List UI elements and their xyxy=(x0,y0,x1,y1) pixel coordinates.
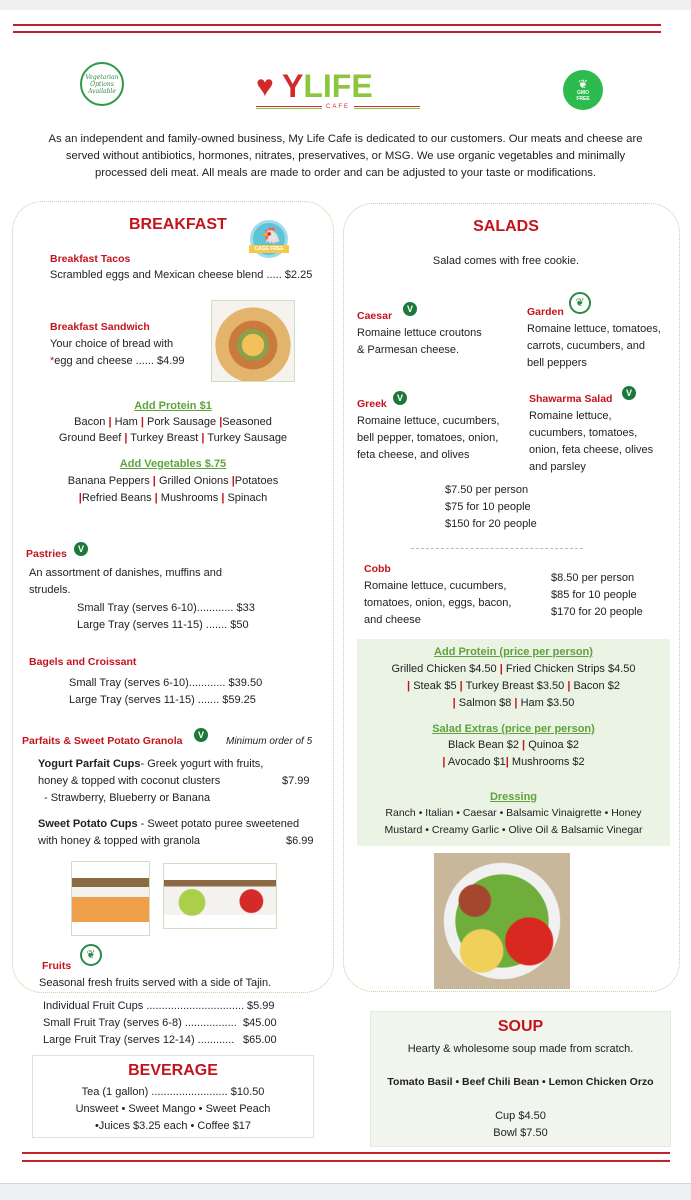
beverage-title: BEVERAGE xyxy=(128,1062,218,1079)
dressing-line-2: Mustard • Creamy Garlic • Olive Oil & Balsamic Vinegar xyxy=(384,824,643,836)
protein-ground-beef: Ground Beef xyxy=(58,432,122,444)
breakfast-sandwich-desc-1: Your choice of bread with xyxy=(50,338,174,350)
shawarma-desc-2: cucumbers, tomatoes, xyxy=(529,427,638,439)
leaf-icon: ❦ xyxy=(577,77,589,91)
protein-bacon: Bacon xyxy=(74,416,106,428)
sweet-potato-desc-1: - Sweet potato puree sweetened xyxy=(137,818,300,830)
sweet-potato-line-1 xyxy=(38,816,299,833)
caesar-desc-1: Romaine lettuce croutons xyxy=(357,327,482,339)
protein-ham: Ham xyxy=(114,416,138,428)
bagels-small-tray: Small Tray (serves 6-10)............ $39.50 xyxy=(69,677,263,689)
cage-free-badge-icon xyxy=(250,220,288,258)
greek-desc-2: bell pepper, tomatoes, onion, xyxy=(357,432,499,444)
dressing-heading: Dressing xyxy=(489,791,538,803)
protein-salmon: Salmon $8 xyxy=(458,697,512,709)
logo-cafe-text: CAFE xyxy=(326,104,351,110)
cobb-price-per-person: $8.50 per person xyxy=(551,572,635,584)
salad-price-10-people: $75 for 10 people xyxy=(445,501,531,513)
bottom-rule-1 xyxy=(22,1152,670,1154)
extra-avocado: Avocado $1 xyxy=(447,756,506,768)
hen-icon: 🐔 xyxy=(261,228,281,245)
vegetarian-icon: V xyxy=(74,542,88,556)
logo-line-left xyxy=(256,106,322,109)
salad-extras-heading: Salad Extras (price per person) xyxy=(432,723,595,735)
protein-seasoned: Seasoned xyxy=(222,416,272,428)
add-protein-line-1: Bacon | Ham | Pork Sausage |Seasoned xyxy=(74,416,272,428)
veg-refried-beans: Refried Beans xyxy=(81,492,152,504)
vegetarian-options-badge-icon xyxy=(80,62,124,106)
salads-subtitle: Salad comes with free cookie. xyxy=(432,255,580,267)
veg-badge-line-1: Vegetarian xyxy=(85,73,119,81)
protein-pork-sausage: Pork Sausage xyxy=(147,416,217,428)
fruit-row-2-price: $45.00 xyxy=(243,1017,277,1029)
cage-free-ribbon: CAGE FREE xyxy=(249,245,289,253)
sweet-potato-name: Sweet Potato Cups xyxy=(38,818,138,830)
add-vegetables-line-2: |Refried Beans | Mushrooms | Spinach xyxy=(78,492,268,504)
extra-mushrooms: Mushrooms $2 xyxy=(511,756,585,768)
salad-add-protein-line-3: | Salmon $8 | Ham $3.50 xyxy=(452,697,575,709)
garden-desc-1: Romaine lettuce, tomatoes, xyxy=(527,323,661,335)
pastries-desc-1: An assortment of danishes, muffins and xyxy=(29,567,223,579)
caesar-desc-2: & Parmesan cheese. xyxy=(357,344,460,356)
garden-desc-3: bell peppers xyxy=(527,357,587,369)
salad-price-per-person: $7.50 per person xyxy=(445,484,529,496)
parfaits-minimum-note: Minimum order of 5 xyxy=(226,736,313,747)
gmo-text: GMO xyxy=(577,90,589,96)
shawarma-desc-3: onion, feta cheese, olives xyxy=(529,444,654,456)
veg-potatoes: Potatoes xyxy=(234,475,279,487)
soup-cup-price: Cup $4.50 xyxy=(495,1110,546,1122)
shawarma-desc-1: Romaine lettuce, xyxy=(529,410,612,422)
protein-steak: Steak $5 xyxy=(413,680,457,692)
salad-extras-line-1: Black Bean $2 | Quinoa $2 xyxy=(448,739,579,751)
add-protein-heading: Add Protein $1 xyxy=(134,400,212,412)
top-rule-2 xyxy=(13,31,661,33)
cobb-desc-3: and cheese xyxy=(364,614,421,626)
breakfast-sandwich-photo xyxy=(211,300,295,382)
salad-add-protein-line-1: Grilled Chicken $4.50 | Fried Chicken Strips $4.50 xyxy=(391,663,636,675)
apple-heart-icon: ♥ xyxy=(256,70,274,103)
bagels-large-tray: Large Tray (serves 11-15) ....... $59.25 xyxy=(69,694,256,706)
pastries-large-tray: Large Tray (serves 11-15) ....... $50 xyxy=(77,619,249,631)
vegetarian-icon: V xyxy=(194,728,208,742)
yogurt-parfait-desc-2: honey & topped with coconut clusters xyxy=(38,775,221,787)
soup-title: SOUP xyxy=(497,1018,544,1035)
top-rule-1 xyxy=(13,24,661,26)
veg-mushrooms: Mushrooms xyxy=(160,492,219,504)
caesar-title: Caesar xyxy=(357,310,393,322)
vegetarian-icon: V xyxy=(622,386,636,400)
cobb-title: Cobb xyxy=(364,563,391,575)
salad-add-protein-line-2: | Steak $5 | Turkey Breast $3.50 | Bacon $2 xyxy=(407,680,620,692)
my-life-cafe-logo xyxy=(256,68,420,116)
breakfast-tacos-desc: Scrambled eggs and Mexican cheese blend ..... $2.25 xyxy=(50,269,313,281)
cobb-price-20-people: $170 for 20 people xyxy=(551,606,643,618)
protein-turkey-breast: Turkey Breast xyxy=(130,432,199,444)
extra-quinoa: Quinoa $2 xyxy=(528,739,579,751)
yogurt-parfait-line-1 xyxy=(38,756,263,773)
asterisk: * xyxy=(50,355,55,367)
vegan-leaf-icon: ❦ xyxy=(80,944,102,966)
cobb-desc-2: tomatoes, onion, eggs, bacon, xyxy=(364,597,512,609)
protein-bacon: Bacon $2 xyxy=(573,680,620,692)
breakfast-tacos-title: Breakfast Tacos xyxy=(50,253,131,265)
yogurt-parfait-price: $7.99 xyxy=(282,775,310,787)
bottom-browser-strip xyxy=(0,1183,691,1200)
sweet-potato-cup-photo xyxy=(71,861,150,936)
greek-desc-1: Romaine lettuce, cucumbers, xyxy=(357,415,500,427)
logo-life: LIFE xyxy=(303,68,373,104)
fruits-title: Fruits xyxy=(42,960,72,972)
gmo-free-badge-icon xyxy=(563,70,603,110)
fruit-row-1-label: Individual Fruit Cups ................................ xyxy=(43,1000,245,1012)
parfaits-title: Parfaits & Sweet Potato Granola xyxy=(22,735,183,747)
cobb-price-10-people: $85 for 10 people xyxy=(551,589,637,601)
add-vegetables-heading: Add Vegetables $.75 xyxy=(119,458,227,470)
fruit-row-3-price: $65.00 xyxy=(243,1034,277,1046)
pastries-title: Pastries xyxy=(26,548,67,560)
fruits-desc: Seasonal fresh fruits served with a side of Tajin. xyxy=(39,977,272,989)
yogurt-parfait-name: Yogurt Parfait Cups xyxy=(38,758,141,770)
greek-title: Greek xyxy=(357,398,387,410)
vegetarian-icon: V xyxy=(403,302,417,316)
salad-extras-line-2: | Avocado $1| Mushrooms $2 xyxy=(442,756,585,768)
bottom-rule-2 xyxy=(22,1160,670,1162)
shawarma-desc-4: and parsley xyxy=(529,461,586,473)
protein-ham: Ham $3.50 xyxy=(520,697,575,709)
menu-page xyxy=(0,10,691,1183)
breakfast-sandwich-desc-2 xyxy=(50,353,185,370)
garden-desc-2: carrots, cucumbers, and xyxy=(527,340,645,352)
add-vegetables-line-1: Banana Peppers | Grilled Onions |Potatoes xyxy=(67,475,279,487)
bagels-title: Bagels and Croissant xyxy=(29,656,137,668)
free-text: FREE xyxy=(576,96,590,102)
soup-subtitle: Hearty & wholesome soup made from scratch. xyxy=(407,1043,634,1055)
veg-badge-line-2: Options xyxy=(90,80,114,88)
fruit-row-1-price: $5.99 xyxy=(247,1000,275,1012)
top-browser-strip xyxy=(0,0,691,10)
sweet-potato-price: $6.99 xyxy=(286,835,314,847)
cobb-desc-1: Romaine lettuce, cucumbers, xyxy=(364,580,507,592)
salad-price-20-people: $150 for 20 people xyxy=(445,518,537,530)
extra-black-bean: Black Bean $2 xyxy=(448,739,519,751)
veg-badge-line-3: Available xyxy=(88,87,116,95)
yogurt-parfait-flavors: - Strawberry, Blueberry or Banana xyxy=(44,792,211,804)
sandwich-price-line: egg and cheese ...... $4.99 xyxy=(54,355,185,367)
fruit-row-2-label: Small Fruit Tray (serves 6-8) ................. xyxy=(43,1017,237,1029)
salads-title: SALADS xyxy=(473,218,539,235)
soup-bowl-price: Bowl $7.50 xyxy=(493,1127,548,1139)
salad-add-protein-heading: Add Protein (price per person) xyxy=(434,646,593,658)
logo-cafe-line xyxy=(256,104,420,110)
shawarma-title: Shawarma Salad xyxy=(529,393,613,405)
yogurt-parfait-photo xyxy=(163,863,277,929)
breakfast-title: BREAKFAST xyxy=(129,216,227,233)
logo-line-right xyxy=(354,106,420,109)
protein-fried-chicken-strips: Fried Chicken Strips $4.50 xyxy=(505,663,636,675)
vegetarian-icon: V xyxy=(393,391,407,405)
vegan-leaf-icon: ❦ xyxy=(569,292,591,314)
breakfast-sandwich-title: Breakfast Sandwich xyxy=(50,321,150,333)
beverage-tea: Tea (1 gallon) ......................... $10.50 xyxy=(81,1086,265,1098)
dressing-line-1: Ranch • Italian • Caesar • Balsamic Vinaigrette • Honey xyxy=(385,807,642,819)
cobb-salad-photo xyxy=(434,853,570,989)
protein-grilled-chicken: Grilled Chicken $4.50 xyxy=(391,663,497,675)
fruit-row-3-label: Large Fruit Tray (serves 12-14) ............ xyxy=(43,1034,235,1046)
soup-varieties: Tomato Basil • Beef Chili Bean • Lemon Chicken Orzo xyxy=(387,1076,654,1088)
divider-dashed xyxy=(411,548,583,549)
beverage-tea-flavors: Unsweet • Sweet Mango • Sweet Peach xyxy=(75,1103,271,1115)
pastries-small-tray: Small Tray (serves 6-10)............ $33 xyxy=(77,602,255,614)
sweet-potato-desc-2: with honey & topped with granola xyxy=(38,835,201,847)
pastries-desc-2: strudels. xyxy=(29,584,71,596)
protein-turkey-sausage: Turkey Sausage xyxy=(207,432,288,444)
veg-grilled-onions: Grilled Onions xyxy=(158,475,229,487)
garden-title: Garden xyxy=(527,306,564,318)
beverage-juices-coffee: •Juices $3.25 each • Coffee $17 xyxy=(94,1120,252,1132)
protein-turkey-breast: Turkey Breast $3.50 xyxy=(465,680,565,692)
logo-y: Y xyxy=(282,68,304,104)
add-protein-line-2: Ground Beef | Turkey Breast | Turkey Sausage xyxy=(58,432,288,444)
veg-banana-peppers: Banana Peppers xyxy=(67,475,150,487)
veg-spinach: Spinach xyxy=(227,492,268,504)
intro-paragraph: As an independent and family-owned business, My Life Cafe is dedicated to our customers. Our meats and cheese are served without antibiotics, hormones, nitrates, preservatives, or MSG. We use organic vegetables and minimally processed deli meat. All meals are made to order and can be adjusted to your taste or modifications. xyxy=(48,133,643,179)
logo-wordmark xyxy=(282,68,373,105)
greek-desc-3: feta cheese, and olives xyxy=(357,449,470,461)
yogurt-parfait-desc-1: - Greek yogurt with fruits, xyxy=(140,758,264,770)
